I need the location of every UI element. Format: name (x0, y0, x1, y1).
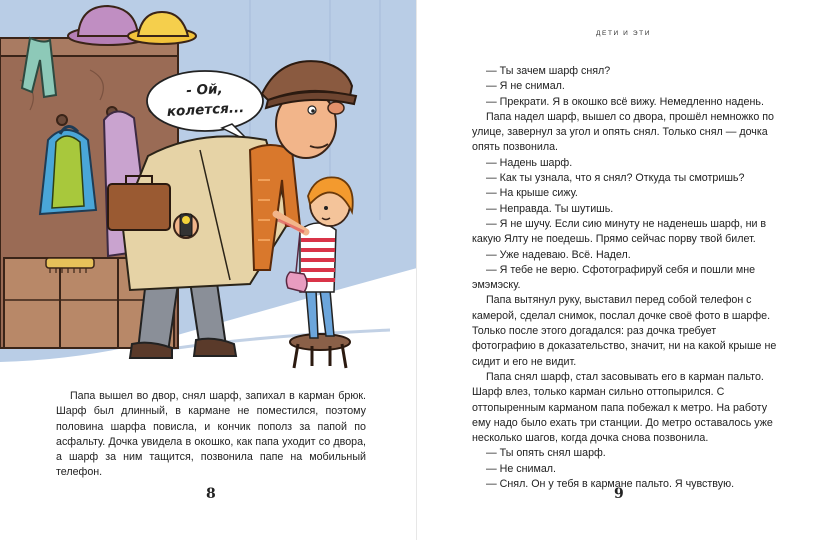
paragraph: — Снял. Он у тебя в кармане пальто. Я чувствую. (486, 478, 735, 491)
briefcase (108, 184, 170, 230)
paragraph: — Как ты узнала, что я снял? Откуда ты смотришь? (486, 172, 745, 185)
speech-bubble-text (156, 78, 254, 123)
stool (290, 334, 350, 350)
left-page-text (56, 389, 366, 481)
illustration (0, 0, 417, 372)
speech-line-2: колется... (166, 99, 245, 121)
kid-jacket (40, 126, 96, 214)
paragraph: — Не снимал. (486, 462, 557, 475)
paragraph: — Я тебе не верю. Сфотографируй себя и пошли мне эмэмэску. (472, 263, 756, 292)
paragraph: — Уже надеваю. Всё. Надел. (486, 248, 631, 261)
paragraph: Папа снял шарф, стал засовывать его в карман пальто. Шарф влез, только карман сильно оттопырился. С оттопыренным карманом папа побежал к метро. На работу ему надо было ехать три станции. До метро оставалось уже несколько шагов, когда дочка снова позвонила. (472, 370, 773, 445)
paragraph: — Прекрати. Я в окошко всё вижу. Немедленно надень. (486, 95, 764, 108)
right-page-text (472, 64, 782, 492)
running-head: ДЕТИ И ЭТИ (596, 30, 651, 37)
page-number-right: 9 (614, 486, 624, 502)
paragraph: — Надень шарф. (486, 156, 573, 169)
paragraph: — Ты зачем шарф снял? (486, 65, 611, 77)
paragraph: Папа надел шарф, вышел со двора, прошёл немножко по улице, завернул за угол и опять снял. Только снял — дочка опять позвонила. (472, 110, 774, 154)
paragraph: — Я не снимал. (486, 80, 565, 93)
paragraph: — Ты опять снял шарф. (486, 447, 606, 460)
page-number-left: 8 (206, 486, 216, 502)
paragraph: Папа вытянул руку, выставил перед собой телефон с камерой, сделал снимок, послал дочке своё фото в шарфе. Только после этого догадался: раз дочка требует фотографию в доказательство, значит, ни на какой крыше не сидит и его не видит. (472, 294, 777, 368)
paragraph: Папа вышел во двор, снял шарф, запихал в карман брюк. Шарф был длинный, в кармане не поместился, поэтому половина шарфа повисла, и кончик пополз за папой по асфальту. Дочка увидела в окошко, как папа уходит со двора, а шарф за ним тащится, позвонила папе на мобильный телефон. (56, 390, 366, 479)
speech-line-1: - Ой, (185, 81, 224, 99)
paragraph: — Неправда. Ты шутишь. (486, 202, 614, 215)
paragraph: — Я не шучу. Если сию минуту не наденешь шарф, ни в какую Ялту не поедешь. Прямо сейчас порву твой билет. (472, 217, 767, 246)
paragraph: — На крыше сижу. (486, 187, 578, 200)
